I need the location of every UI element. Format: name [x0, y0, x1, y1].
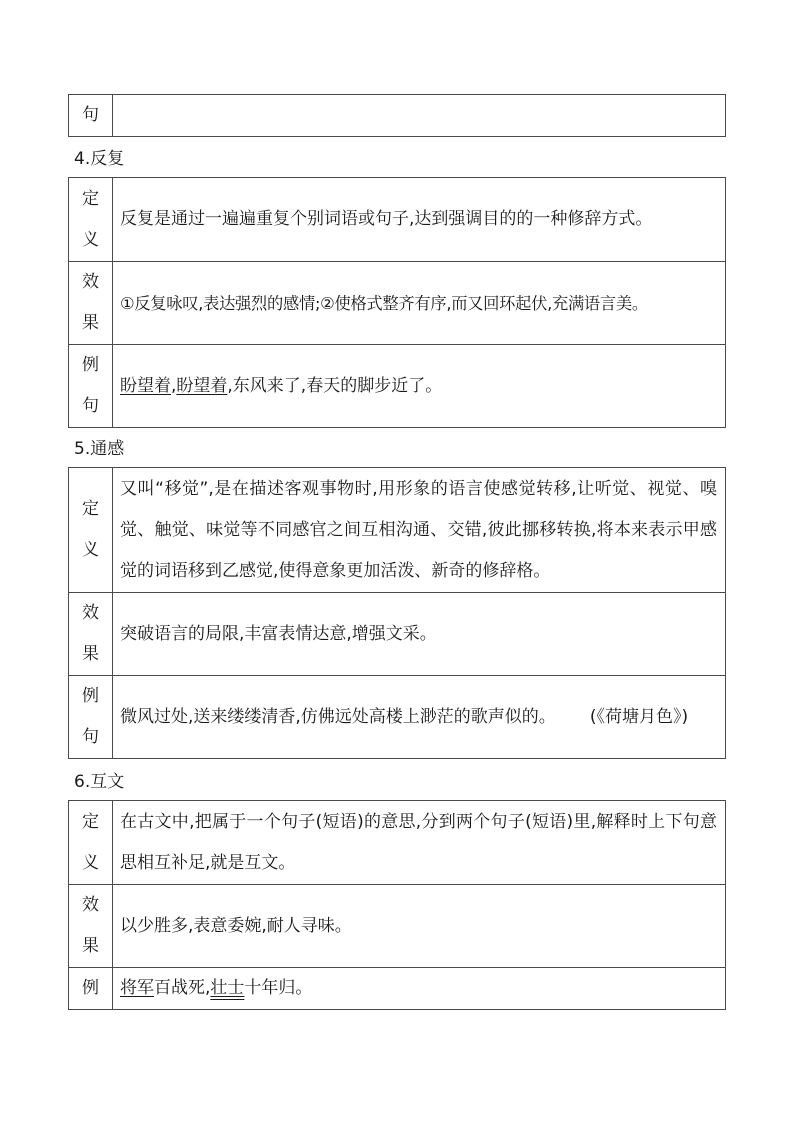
effect-label: 效 果 [69, 593, 113, 676]
definition-row [69, 468, 726, 593]
effect-text: 突破语言的局限,丰富表情达意,增强文采。 [113, 593, 726, 676]
section-heading-intertextuality: 6.互文 [74, 772, 125, 792]
definition-row [69, 178, 726, 262]
example-row [69, 676, 726, 759]
definition-label: 定 义 [69, 801, 113, 885]
double-underlined-phrase: 壮士 [210, 978, 245, 998]
example-text: 盼望着,盼望着,东风来了,春天的脚步近了。 [113, 345, 726, 428]
example-row [69, 968, 726, 1010]
example-text: 将军百战死,壮士十年归。 [113, 968, 726, 1010]
effect-text: ①反复咏叹,表达强烈的感情;②使格式整齐有序,而又回环起伏,充满语言美。 [113, 262, 726, 345]
effect-row [69, 885, 726, 968]
effect-row [69, 262, 726, 345]
synesthesia-table [68, 467, 726, 759]
definition-label: 定 义 [69, 468, 113, 593]
definition-label: 定 义 [69, 178, 113, 262]
prev-section-table [68, 94, 726, 137]
definition-text: 又叫“移觉”,是在描述客观事物时,用形象的语言使感觉转移,让听觉、视觉、嗅觉、触觉、味觉等不同感官之间互相沟通、交错,彼此挪移转换,将本来表示甲感觉的词语移到乙感觉,使得意象更加活泼、新奇的修辞格。 [113, 468, 726, 593]
example-label: 例 句 [69, 676, 113, 759]
section-heading-synesthesia: 5.通感 [74, 439, 125, 459]
example-text: 微风过处,送来缕缕清香,仿佛远处高楼上渺茫的歌声似的。 (《荷塘月色》) [113, 676, 726, 759]
underlined-phrase: 将军 [120, 978, 154, 998]
effect-label: 效 果 [69, 262, 113, 345]
definition-text: 反复是通过一遍遍重复个别词语或句子,达到强调目的的一种修辞方式。 [113, 178, 726, 262]
repetition-table [68, 177, 726, 428]
underlined-phrase: 盼望着 [120, 375, 171, 396]
example-label: 例 句 [69, 345, 113, 428]
example-source: (《荷塘月色》) [589, 706, 689, 727]
section-heading-repetition: 4.反复 [74, 149, 125, 169]
effect-text: 以少胜多,表意委婉,耐人寻味。 [113, 885, 726, 968]
definition-text: 在古文中,把属于一个句子(短语)的意思,分到两个句子(短语)里,解释时上下句意思相互补足,就是互文。 [113, 801, 726, 885]
effect-label: 效 果 [69, 885, 113, 968]
effect-row [69, 593, 726, 676]
example-row [69, 345, 726, 428]
row-label: 句 [69, 95, 113, 137]
underlined-phrase: 盼望着 [176, 375, 228, 396]
definition-row [69, 801, 726, 885]
intertextuality-table [68, 800, 726, 1010]
row-content [113, 95, 726, 137]
prev-example-row [69, 95, 726, 137]
example-label: 例 [69, 968, 113, 1010]
